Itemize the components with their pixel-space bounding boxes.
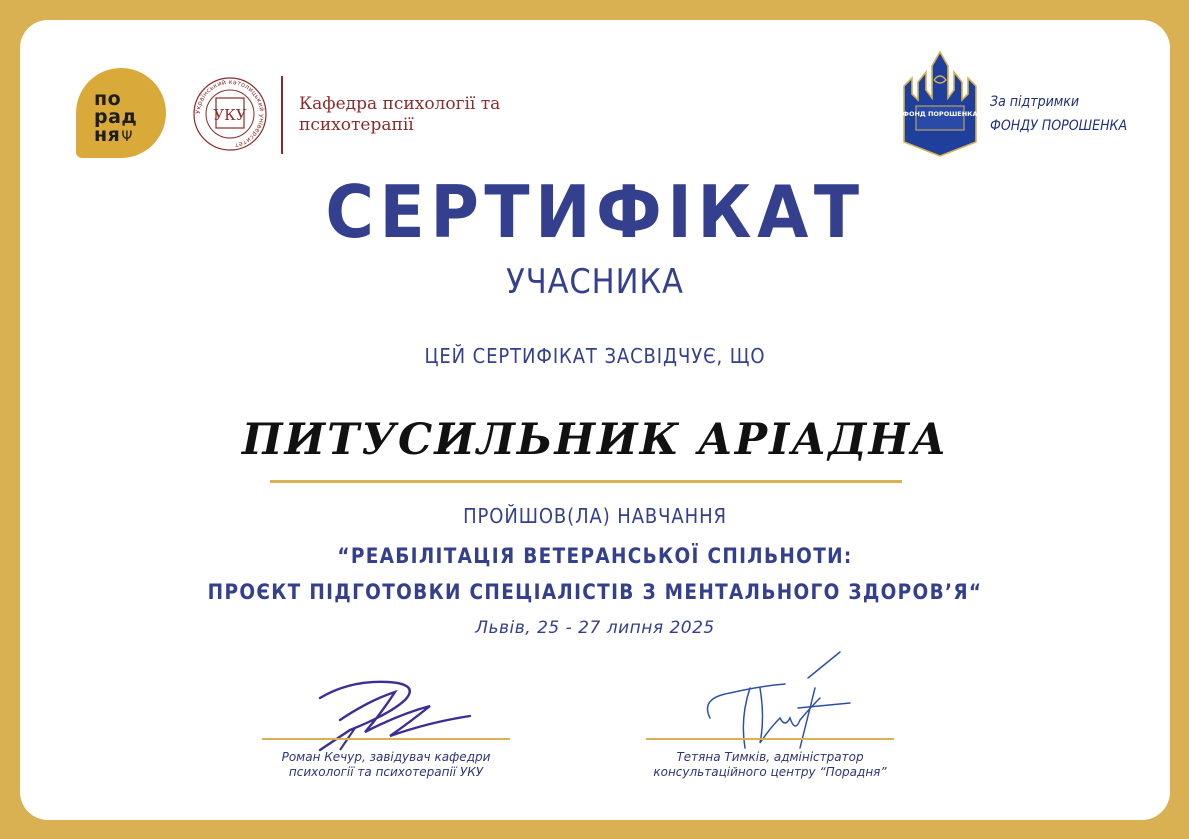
signature-1-caption	[236, 750, 536, 780]
certificate-card	[20, 20, 1170, 820]
course-title	[89, 538, 1101, 610]
signature-2-image	[690, 648, 860, 758]
signature-1-caption-line1: Роман Кечур, завідувач кафедри	[281, 750, 491, 764]
fund-emblem-logo	[902, 50, 978, 158]
signature-1-image	[310, 670, 480, 760]
fund-emblem-text: ФОНД ПОРОШЕНКА	[902, 110, 978, 118]
recipient-name: ПИТУСИЛЬНИК АРІАДНА	[241, 415, 949, 465]
ucu-seal-logo	[192, 76, 268, 152]
course-title-line1: “РЕАБІЛІТАЦІЯ ВЕТЕРАНСЬКОЇ СПІЛЬНОТИ:	[337, 544, 853, 568]
name-underline	[270, 480, 902, 483]
signature-2-caption	[620, 750, 920, 780]
poradnia-logo	[76, 68, 166, 158]
certificate-title: СЕРТИФІКАТ	[325, 170, 865, 254]
fund-support-line1: За підтримки	[990, 94, 1080, 110]
certifies-text: ЦЕЙ СЕРТИФІКАТ ЗАСВІДЧУЄ, ЩО	[424, 344, 766, 368]
poradnia-logo-line3-text: ня	[94, 124, 121, 146]
poradnia-logo-line2: рад	[94, 106, 138, 128]
department-line1: Кафедра психології та	[299, 94, 501, 114]
psi-icon: Ψ	[121, 129, 133, 145]
department-name	[299, 94, 500, 136]
signature-2-line	[646, 738, 894, 740]
completed-text: ПРОЙШОВ(ЛА) НАВЧАННЯ	[463, 504, 727, 528]
certificate-subtitle: УЧАСНИКА	[506, 262, 684, 302]
ucu-seal-text: Український католицький університет	[193, 77, 267, 150]
signature-1-caption-line2: психології та психотерапії УКУ	[288, 765, 484, 779]
fund-support-line2: ФОНДУ ПОРОШЕНКА	[990, 118, 1128, 134]
department-line2: психотерапії	[299, 115, 414, 135]
poradnia-logo-line1: по	[94, 88, 122, 110]
ucu-monogram: УКУ	[213, 106, 247, 124]
signature-2-caption-line1: Тетяна Тимків, адміністратор	[676, 750, 864, 764]
place-date: Львів, 25 - 27 липня 2025	[475, 618, 715, 638]
signature-2-caption-line2: консультаційного центру “Порадня”	[653, 765, 887, 779]
signature-1-line	[262, 738, 510, 740]
fund-support-text	[990, 90, 1127, 138]
course-title-line2: ПРОЄКТ ПІДГОТОВКИ СПЕЦІАЛІСТІВ З МЕНТАЛЬНОГО ЗДОРОВ’Я“	[207, 580, 983, 604]
logo-divider	[281, 76, 283, 154]
poradnia-logo-line3	[94, 126, 133, 147]
